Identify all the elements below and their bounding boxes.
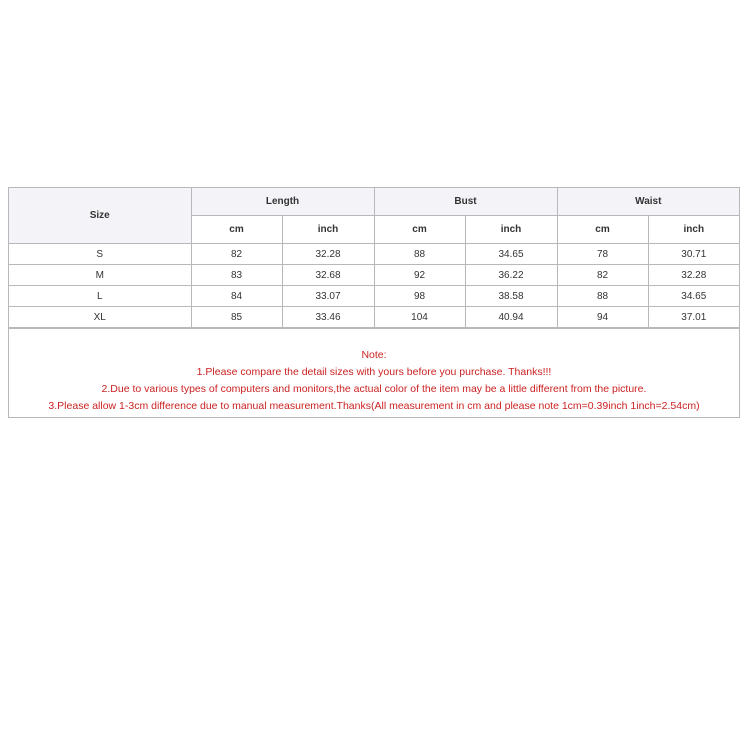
size-column-header: Size <box>9 188 191 244</box>
bust-cm-value: 92 <box>374 265 465 286</box>
bust-inch-value: 34.65 <box>465 244 557 265</box>
size-label: L <box>9 286 191 307</box>
waist-inch-value: 32.28 <box>648 265 739 286</box>
note-line-2: 2.Due to various types of computers and monitors,the actual color of the item may be a little different from the picture. <box>101 383 647 395</box>
length-inch-value: 32.28 <box>282 244 374 265</box>
size-label: XL <box>9 307 191 328</box>
note-title: Note: <box>361 349 387 361</box>
table-row <box>9 265 739 286</box>
waist-inch-value: 34.65 <box>648 286 739 307</box>
length-cm-value: 83 <box>191 265 282 286</box>
waist-cm-header: cm <box>557 216 648 244</box>
waist-inch-value: 37.01 <box>648 307 739 328</box>
length-inch-header: inch <box>282 216 374 244</box>
bust-inch-value: 40.94 <box>465 307 557 328</box>
note-line-3: 3.Please allow 1-3cm difference due to manual measurement.Thanks(All measurement in cm and please note 1cm=0.39inch 1inch=2.54cm) <box>48 400 700 412</box>
bust-inch-value: 36.22 <box>465 265 557 286</box>
size-table <box>9 188 739 328</box>
table-row <box>9 307 739 328</box>
table-row <box>9 286 739 307</box>
bust-inch-header: inch <box>465 216 557 244</box>
table-row <box>9 244 739 265</box>
size-chart <box>8 187 740 418</box>
waist-cm-value: 88 <box>557 286 648 307</box>
waist-cm-value: 82 <box>557 265 648 286</box>
length-cm-value: 82 <box>191 244 282 265</box>
size-label: S <box>9 244 191 265</box>
waist-cm-value: 78 <box>557 244 648 265</box>
bust-inch-value: 38.58 <box>465 286 557 307</box>
bust-cm-value: 98 <box>374 286 465 307</box>
length-cm-value: 85 <box>191 307 282 328</box>
note-line-1: 1.Please compare the detail sizes with yours before you purchase. Thanks!!! <box>196 366 552 378</box>
bust-cm-value: 88 <box>374 244 465 265</box>
waist-inch-header: inch <box>648 216 739 244</box>
bust-cm-value: 104 <box>374 307 465 328</box>
bust-cm-header: cm <box>374 216 465 244</box>
length-cm-header: cm <box>191 216 282 244</box>
group-header-row <box>9 188 739 216</box>
notes-section <box>9 328 739 417</box>
waist-header: Waist <box>557 188 739 216</box>
length-inch-value: 33.46 <box>282 307 374 328</box>
length-header: Length <box>191 188 374 216</box>
waist-cm-value: 94 <box>557 307 648 328</box>
length-inch-value: 33.07 <box>282 286 374 307</box>
size-label: M <box>9 265 191 286</box>
bust-header: Bust <box>374 188 557 216</box>
length-cm-value: 84 <box>191 286 282 307</box>
waist-inch-value: 30.71 <box>648 244 739 265</box>
length-inch-value: 32.68 <box>282 265 374 286</box>
